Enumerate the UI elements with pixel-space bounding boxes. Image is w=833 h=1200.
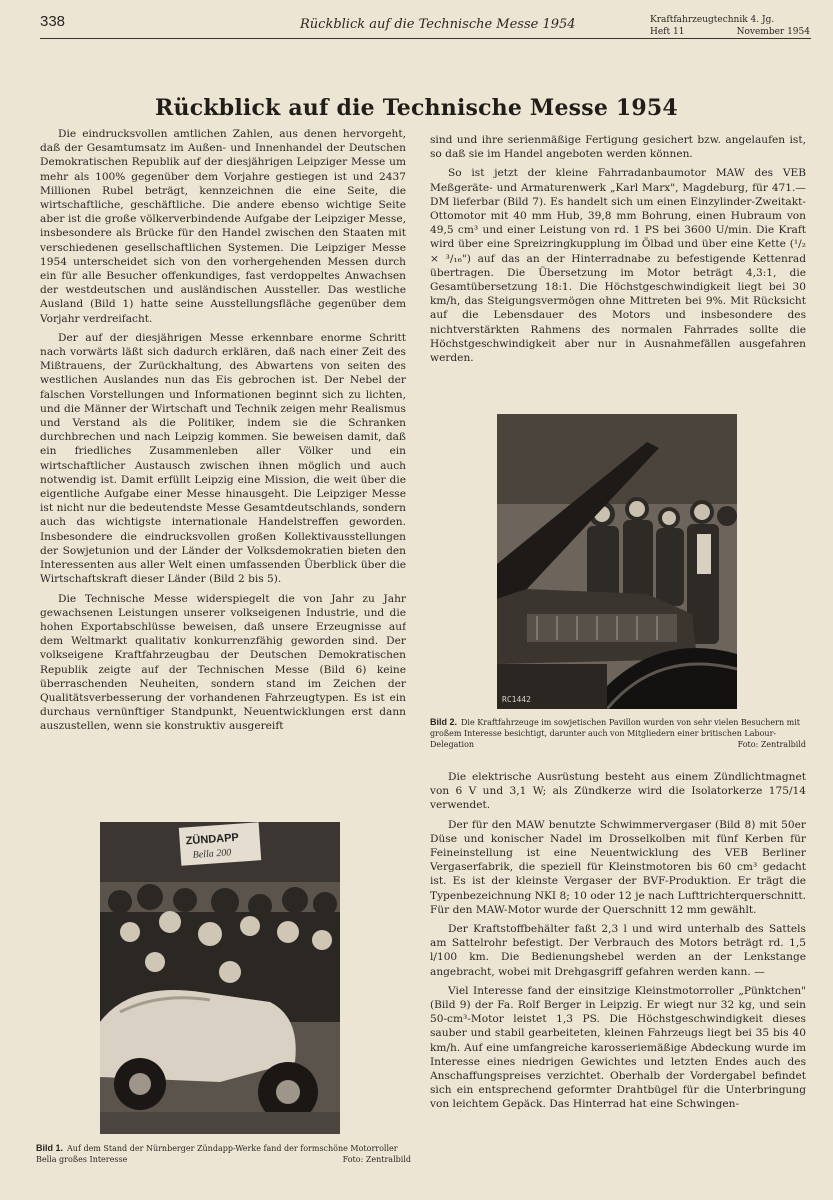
paragraph: Die eindrucksvollen amtlichen Zahlen, aus denen hervorgeht, daß der Gesamtumsatz im Außen- und Innenhandel der Deutschen Demokratischen Republik auf der diesjährigen Leipziger Messe um mehr als 100% gegenüber dem Vorjahre gestiegen ist und 2437 Millionen Rubel beträgt, kennzeichnen die eine Seite, die wirtschaftliche, geschäftliche. Die andere ebenso wichtige Seite aber ist die große völkerverbindende Aufgabe der Leipziger Messe, insbesondere als Brücke für den Handel zwischen den Staaten mit verschiedenen gesellschaftlichen Systemen. Die Leipziger Messe 1954 unterscheidet sich von den vorhergehenden Messen durch ein für alle Besucher offenkundiges, fast verdoppeltes Anwachsen der westdeutschen und ausländischen Aussteller. Das westliche Ausland (Bild 1) hatte seine Ausstellungsfläche gegenüber dem Vorjahr verdreifacht. [40,128,406,325]
right-column-bottom [430,770,806,1195]
paragraph: sind und ihre serienmäßige Fertigung gesichert bzw. angelaufen ist, so daß sie im Handel angeboten werden können. [430,134,806,161]
figure-1-caption [36,1143,411,1165]
sign-text-model: Bella 200 [192,847,232,861]
issue-line [650,26,810,38]
left-column [40,127,406,815]
photo-credit: Foto: Zentralbild [737,740,806,749]
photo-credit: Foto: Zentralbild [342,1155,411,1164]
sign-text-brand: ZÜNDAPP [185,831,240,848]
paragraph: Der für den MAW benutzte Schwimmervergaser (Bild 8) mit 50er Düse und konischer Nadel im Drosselkolben mit fünf Kerben für Feineinstellung ist eine Neuentwicklung des VEB Berliner Vergaserfabrik, die speziell für Kleinstmotoren bis 60 cm³ gedacht ist. Es ist der kleinste Vergaser der BVF-Produktion. Er trägt die Typenbezeichnung NKI 8; 10 oder 12 je nach Lufttrichterquerschnitt. Für den MAW-Motor wurde der Querschnitt 12 mm gewählt. [430,818,806,916]
figure-label: Bild 1. [36,1143,64,1153]
journal-info [650,14,810,38]
figure-1-photo [100,822,340,1134]
scooter-exhibit-image [100,822,340,1134]
header-rule [40,38,811,39]
paragraph: So ist jetzt der kleine Fahrradanbaumotor MAW des VEB Meßgeräte- und Armaturenwerk „Karl Marx", Magdeburg, für 471.— DM lieferbar (Bild 7). Es handelt sich um einen Einzylinder-Zweitakt-Ottomotor mit 40 mm Hub, 39,8 mm Bohrung, einen Hubraum von 49,5 cm³ und einer Leistung von rd. 1 PS bei 3600 U/min. Die Kraft wird über eine Spreizringkupplung im Ölbad und über eine Kette (¹/₂ × ³/₁₆") auf das an der Hinterradnabe zu befestigende Kettenrad übertragen. Die Übersetzung im Motor beträgt 4,3:1, die Gesamtübersetzung 18:1. Die Höchstgeschwindigkeit liegt bei 30 km/h, das Steigungsvermögen ohne Mittreten bei 9%. Mit Rücksicht auf die Lebensdauer des Motors und insbesondere des nichtverstärkten Rahmens des normalen Fahrrades sollte die Höchstgeschwindigkeit aber nur in Ausnahmefällen ausgefahren werden. [430,167,806,365]
running-title: Rückblick auf die Technische Messe 1954 [300,17,576,32]
paragraph: Der Kraftstoffbehälter faßt 2,3 l und wird unterhalb des Sattels am Sattelrohr befestigt. Der Verbrauch des Motors beträgt rd. 1,5 l/100 km. Die Bedienungshebel werden an der Lenkstange angebracht, wobei mit Drehgasgriff gefahren werden kann. — [430,923,806,978]
article-title: Rückblick auf die Technische Messe 1954 [155,94,678,121]
paragraph: Viel Interesse fand der einsitzige Kleinstmotorroller „Pünktchen" (Bild 9) der Fa. Rolf Berger in Leipzig. Er wiegt nur 32 kg, und sein 50-cm³-Motor leistet 1,3 PS. Die Höchstgeschwindigkeit dieses sauber und stabil gearbeiteten, kleinen Fahrzeugs liegt bei 35 bis 40 km/h. Auf eine umfangreiche karosseriemäßige Abdeckung wurde im Interesse eines niedrigen Gewichtes und letzten Endes auch des Anschaffungspreises verzichtet. Oberhalb der Vordergabel befindet sich ein entsprechend geformter Drahtbügel für die Unterbringung von leichtem Gepäck. Das Hinterrad hat eine Schwingen- [430,984,806,1111]
photo-id-text: RC1442 [502,695,531,704]
issue-date: November 1954 [736,27,810,37]
page-number: 338 [40,13,66,30]
paragraph: Die elektrische Ausrüstung besteht aus einem Zündlichtmagnet von 6 V und 3,1 W; als Zündkerze wird die Isolatorkerze 175/14 verwendet. [430,771,806,812]
figure-2-photo [497,414,737,709]
right-column-top [430,133,806,393]
journal-name: Kraftfahrzeugtechnik 4. Jg. [650,15,775,25]
figure-2-caption [430,717,806,750]
paragraph: Die Technische Messe widerspiegelt die von Jahr zu Jahr gewachsenen Leistungen unserer volkseigenen Industrie, und die hohen Exportabschlüsse beweisen, daß unsere Erzeugnisse auf dem Weltmarkt qualitativ konkurrenzfähig geworden sind. Der volkseigene Kraftfahrzeugbau der Deutschen Demokratischen Republik zeigte auf der Technischen Messe (Bild 6) keine überraschenden Neuheiten, sondern stand im Zeichen der Qualitätsverbesserung der vorhandenen Fahrzeugtypen. Es ist ein durchaus vernünftiger Standpunkt, Neuentwicklungen erst dann auszustellen, wenn sie konstruktiv ausgereift [40,592,406,733]
issue-number: Heft 11 [650,27,685,37]
caption-text: Auf dem Stand der Nürnberger Zündapp-Werke fand der formschöne Motorroller Bella großes Interesse [36,1144,398,1164]
car-exhibit-image [497,414,737,709]
figure-label: Bild 2. [430,717,458,727]
paragraph: Der auf der diesjährigen Messe erkennbare enorme Schritt nach vorwärts läßt sich dadurch erklären, daß nach einer Zeit des Mißtrauens, der Zurückhaltung, des Abwartens von seiten des westlichen Auslandes nun das Eis gebrochen ist. Der Nebel der falschen Vorstellungen und Informationen beginnt sich zu lichten, und die Männer der Wirtschaft und Technik zeigen mehr Realismus und Verstand als die Politiker, indem sie die Schranken durchbrechen und nach Leipzig kommen. Sie beweisen damit, daß ein friedliches Zusammenleben aller Völker und ein wirtschaftlicher Austausch zwischen ihnen möglich und auch notwendig ist. Damit erfüllt Leipzig eine Mission, die weit über die eigentliche Aufgabe einer Messe hinausgeht. Die Leipziger Messe ist nicht nur die bedeutendste Messe Gesamtdeutschlands, sondern auch das wichtigste internationale Handelstreffen geworden. Insbesondere die eindrucksvollen großen Kollektivausstellungen der Sowjetunion und der Länder der Volksdemokratien bieten den Interessenten aus aller Welt einen umfassenden Überblick über die Wirtschaftskraft dieser Länder (Bild 2 bis 5). [40,331,406,586]
caption-text: Die Kraftfahrzeuge im sowjetischen Pavillon wurden von sehr vielen Besuchern mit großem Interesse besichtigt, darunter auch von Mitgliedern einer britischen Labour-Delegation [430,718,801,749]
